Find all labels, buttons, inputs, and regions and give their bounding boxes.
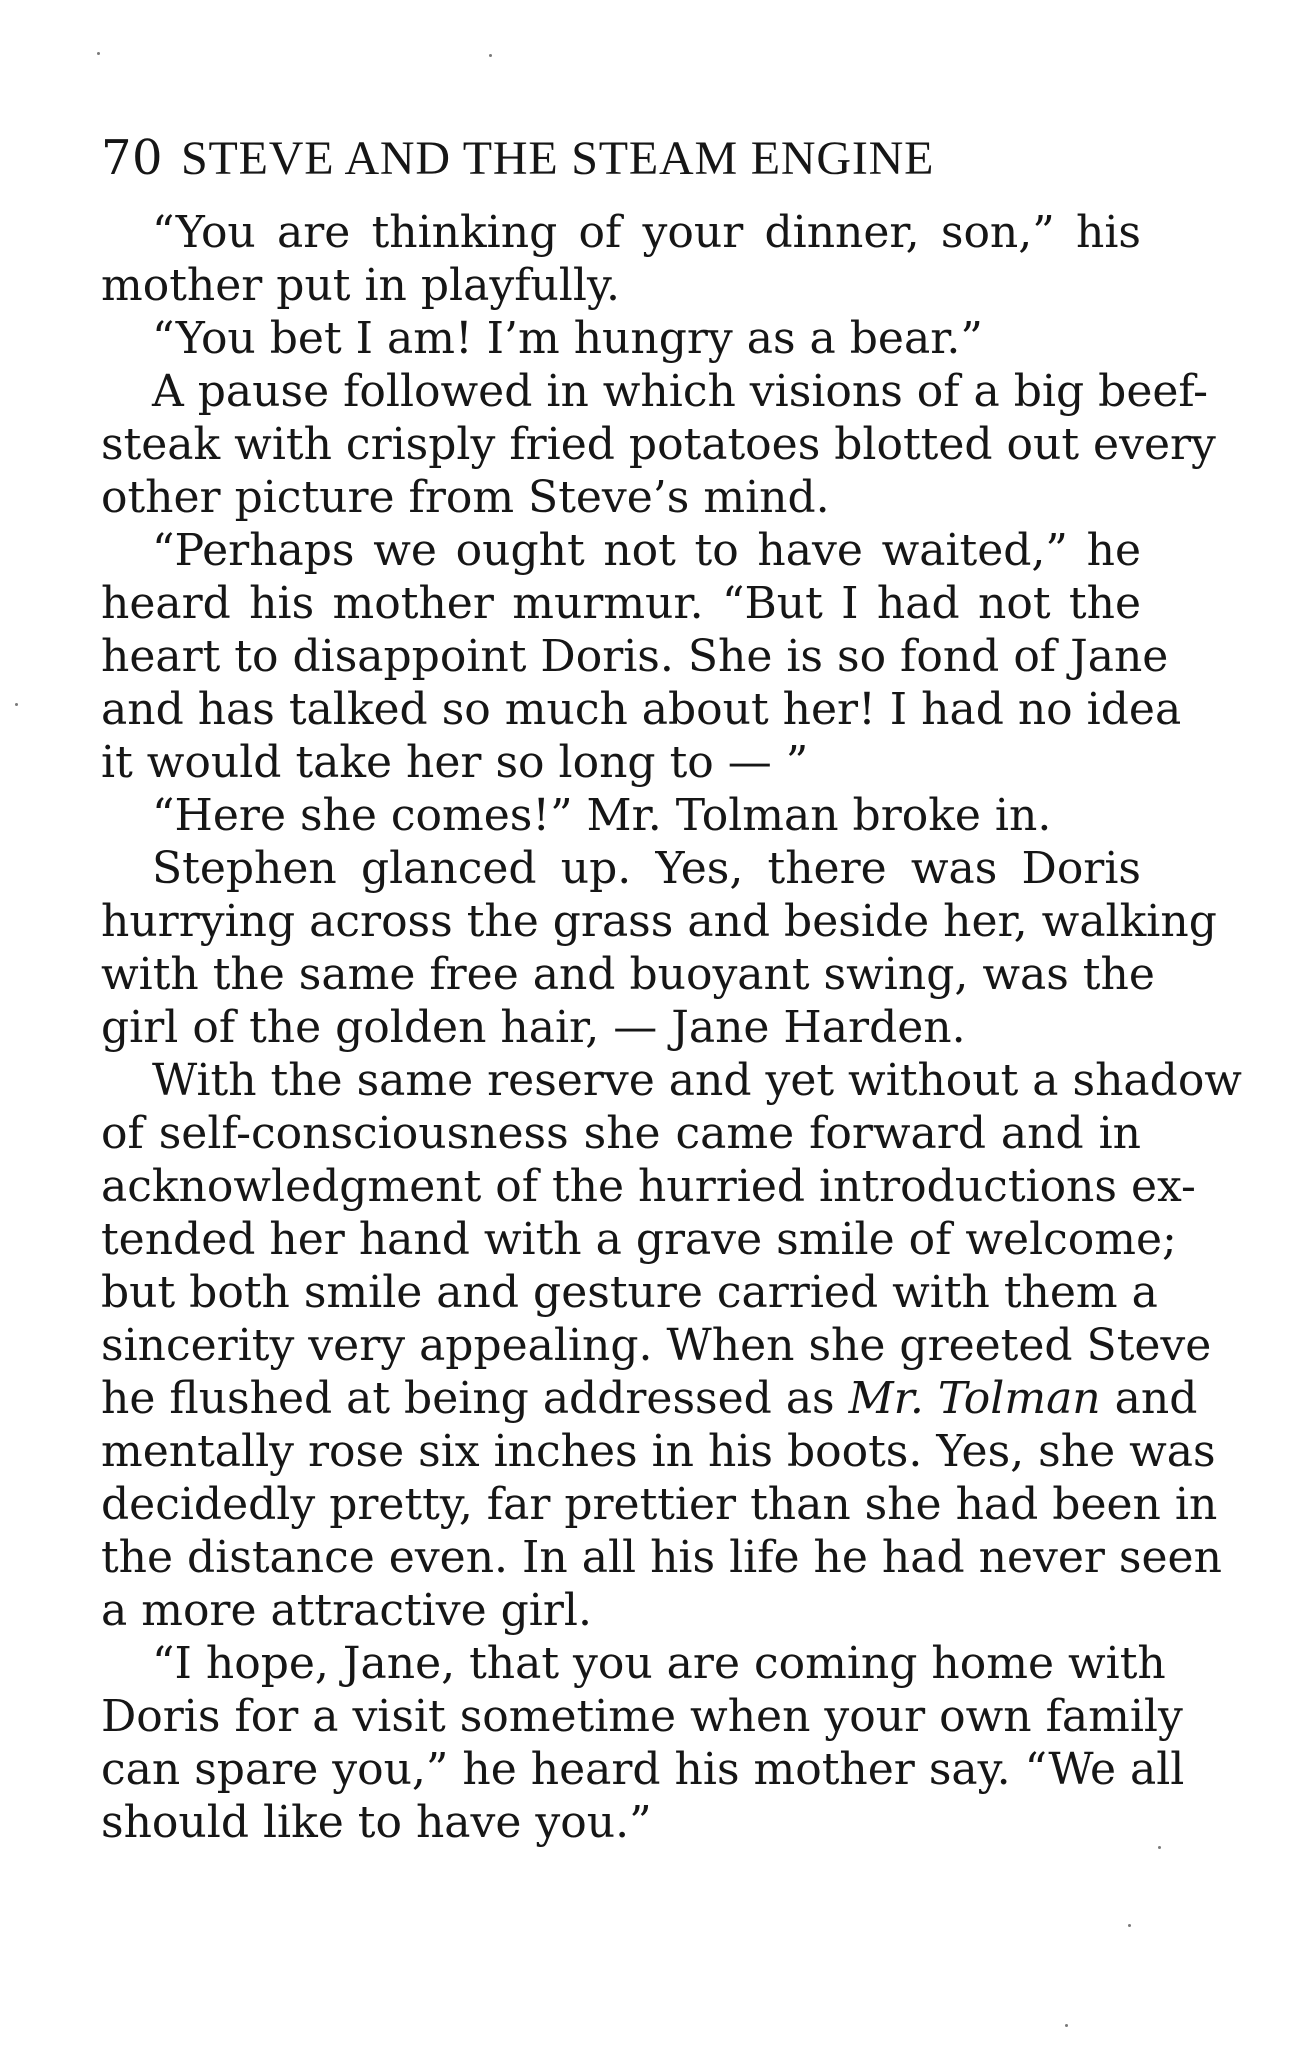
text-line: can spare you,” he heard his mother say. “We all [101,1744,1185,1795]
paper-speck [1128,1924,1131,1927]
text-line: sincerity very appealing. When she greeted Steve [101,1320,1212,1371]
text-line: mother put in playfully. [101,260,620,311]
text-segment: he flushed at being addressed as [101,1373,849,1424]
paper-speck [15,703,18,706]
text-line: tended her hand with a grave smile of welcome; [101,1214,1177,1265]
text-line-with-italic [101,1372,1198,1425]
text-line: the distance even. In all his life he had never seen [101,1532,1222,1583]
text-segment: and [1100,1373,1198,1424]
text-line: but both smile and gesture carried with them a [101,1267,1158,1318]
running-title: STEVE AND THE STEAM ENGINE [181,132,935,185]
page-number: 70 [101,130,164,186]
text-line: heard his mother murmur. “But I had not the [101,578,1141,629]
text-line: of self-consciousness she came forward and in [101,1108,1141,1159]
text-line: a more attractive girl. [101,1585,592,1636]
text-line: decidedly pretty, far prettier than she had been in [101,1479,1218,1530]
paper-speck [489,54,492,57]
text-line: should like to have you.” [101,1797,652,1848]
text-line: With the same reserve and yet without a shadow [152,1055,1242,1106]
text-line: steak with crisply fried potatoes blotted out every [101,419,1216,470]
text-line: and has talked so much about her! I had no idea [101,684,1182,735]
text-line: “I hope, Jane, that you are coming home with [152,1638,1166,1689]
text-line: girl of the golden hair, — Jane Harden. [101,1002,966,1053]
paper-speck [1158,1846,1161,1849]
text-line: “Here she comes!” Mr. Tolman broke in. [152,790,1052,841]
paper-speck [1065,2024,1068,2027]
italic-name: Mr. Tolman [848,1373,1101,1424]
text-line: heart to disappoint Doris. She is so fond of Jane [101,631,1169,682]
text-line: hurrying across the grass and beside her, walking [101,896,1217,947]
text-line: mentally rose six inches in his boots. Yes, she was [101,1426,1216,1477]
text-line: A pause followed in which visions of a big beef- [152,366,1208,417]
text-line: “Perhaps we ought not to have waited,” he [152,525,1141,576]
text-line: Doris for a visit sometime when your own family [101,1691,1183,1742]
text-line: other picture from Steve’s mind. [101,472,830,523]
running-head [101,128,1101,188]
body-text [101,206,1242,1849]
text-line: “You are thinking of your dinner, son,” his [152,207,1141,258]
text-line: it would take her so long to — ” [101,737,809,788]
text-line: “You bet I am! I’m hungry as a bear.” [152,313,983,364]
text-line: Stephen glanced up. Yes, there was Doris [152,843,1141,894]
paper-speck [97,52,100,55]
text-line: with the same free and buoyant swing, was the [101,949,1155,1000]
text-line: acknowledgment of the hurried introductions ex- [101,1161,1196,1212]
